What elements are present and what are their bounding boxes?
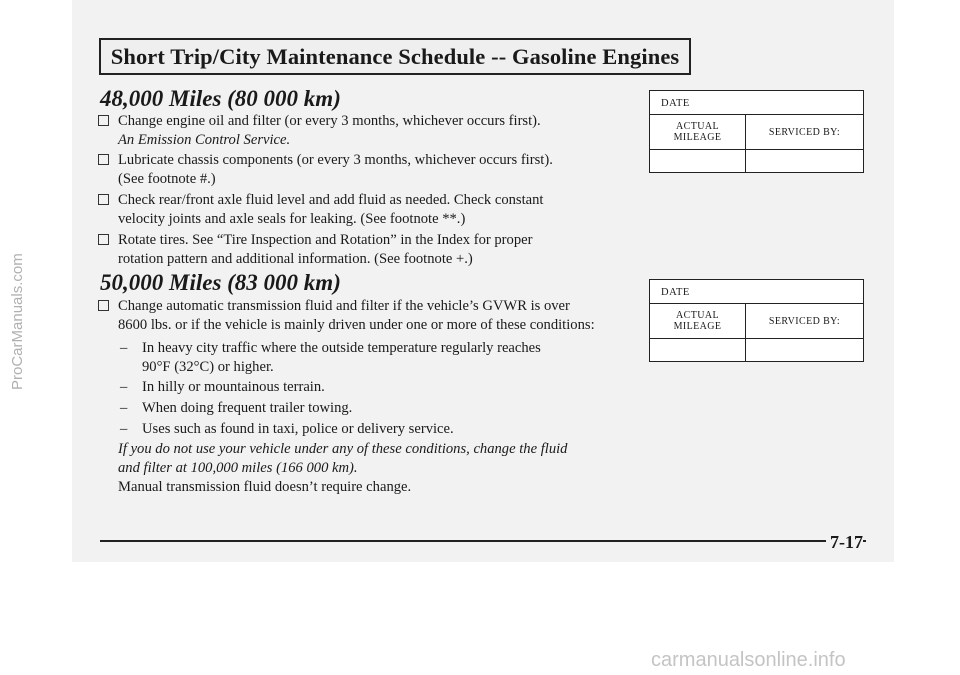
actual-mileage-label: ACTUAL MILEAGE	[650, 304, 746, 338]
fluid-change-note: If you do not use your vehicle under any of these conditions, change the fluid and filter at 100,000 miles (166 000 km).	[118, 441, 568, 476]
footer-rule	[100, 540, 866, 542]
condition-item: – In heavy city traffic where the outside temperature regularly reaches 90°F (32°C) or higher.	[120, 339, 640, 376]
serviced-by-label: SERVICED BY:	[768, 126, 841, 138]
item-note: An Emission Control Service.	[118, 131, 291, 148]
checklist-item	[98, 112, 628, 149]
watermark-text: ProCarManuals.com	[9, 253, 26, 390]
item-text-cont: (See footnote #.)	[118, 170, 216, 187]
item-text: Change automatic transmission fluid and filter if the vehicle’s GVWR is over	[118, 298, 570, 314]
checklist-item	[98, 297, 628, 334]
condition-item: – Uses such as found in taxi, police or delivery service.	[120, 420, 640, 439]
condition-text: When doing frequent trailer towing.	[142, 400, 353, 416]
service-record-box-48000	[649, 90, 864, 173]
item-text: Rotate tires. See “Tire Inspection and Rotation” in the Index for proper	[118, 232, 533, 248]
site-watermark: carmanualsonline.info	[651, 649, 846, 671]
page-title: Short Trip/City Maintenance Schedule -- Gasoline Engines	[110, 43, 680, 69]
checkbox-icon[interactable]	[98, 115, 109, 126]
condition-item: – When doing frequent trailer towing.	[120, 399, 640, 418]
actual-mileage-label: ACTUAL MILEAGE	[650, 115, 746, 149]
service-record-box-50000	[649, 279, 864, 362]
actual-mileage-field[interactable]	[650, 339, 746, 361]
checkbox-icon[interactable]	[98, 154, 109, 165]
condition-item: – In hilly or mountainous terrain.	[120, 378, 640, 397]
actual-mileage-field[interactable]	[650, 150, 746, 172]
checklist-item	[98, 231, 628, 268]
item-text-cont: rotation pattern and additional information. (See footnote +.)	[118, 250, 473, 267]
item-text-cont: velocity joints and axle seals for leaking. (See footnote **.)	[118, 210, 466, 227]
condition-text-cont: 90°F (32°C) or higher.	[142, 358, 274, 375]
checkbox-icon[interactable]	[98, 234, 109, 245]
item-text: Change engine oil and filter (or every 3 months, whichever occurs first).	[118, 113, 541, 129]
date-field[interactable]: DATE	[650, 280, 863, 304]
serviced-by-field[interactable]	[746, 150, 863, 172]
page-title-box	[99, 38, 691, 75]
checkbox-icon[interactable]	[98, 194, 109, 205]
checklist-item	[98, 191, 628, 228]
serviced-by-label: SERVICED BY:	[768, 315, 841, 327]
item-text-cont: 8600 lbs. or if the vehicle is mainly driven under one or more of these conditions:	[118, 316, 595, 333]
section-heading-48000: 48,000 Miles (80 000 km)	[100, 86, 341, 111]
page-number: 7-17	[826, 532, 863, 553]
section-heading-50000: 50,000 Miles (83 000 km)	[100, 270, 341, 295]
checkbox-icon[interactable]	[98, 300, 109, 311]
item-text: Lubricate chassis components (or every 3 months, whichever occurs first).	[118, 152, 553, 168]
item-text: Check rear/front axle fluid level and add fluid as needed. Check constant	[118, 192, 544, 208]
checklist-item	[98, 151, 628, 188]
condition-text: In heavy city traffic where the outside temperature regularly reaches	[142, 340, 541, 356]
condition-text: Uses such as found in taxi, police or delivery service.	[142, 421, 454, 437]
manual-transmission-note: Manual transmission fluid doesn’t require change.	[118, 479, 412, 495]
date-field[interactable]: DATE	[650, 91, 863, 115]
serviced-by-field[interactable]	[746, 339, 863, 361]
condition-text: In hilly or mountainous terrain.	[142, 379, 325, 395]
